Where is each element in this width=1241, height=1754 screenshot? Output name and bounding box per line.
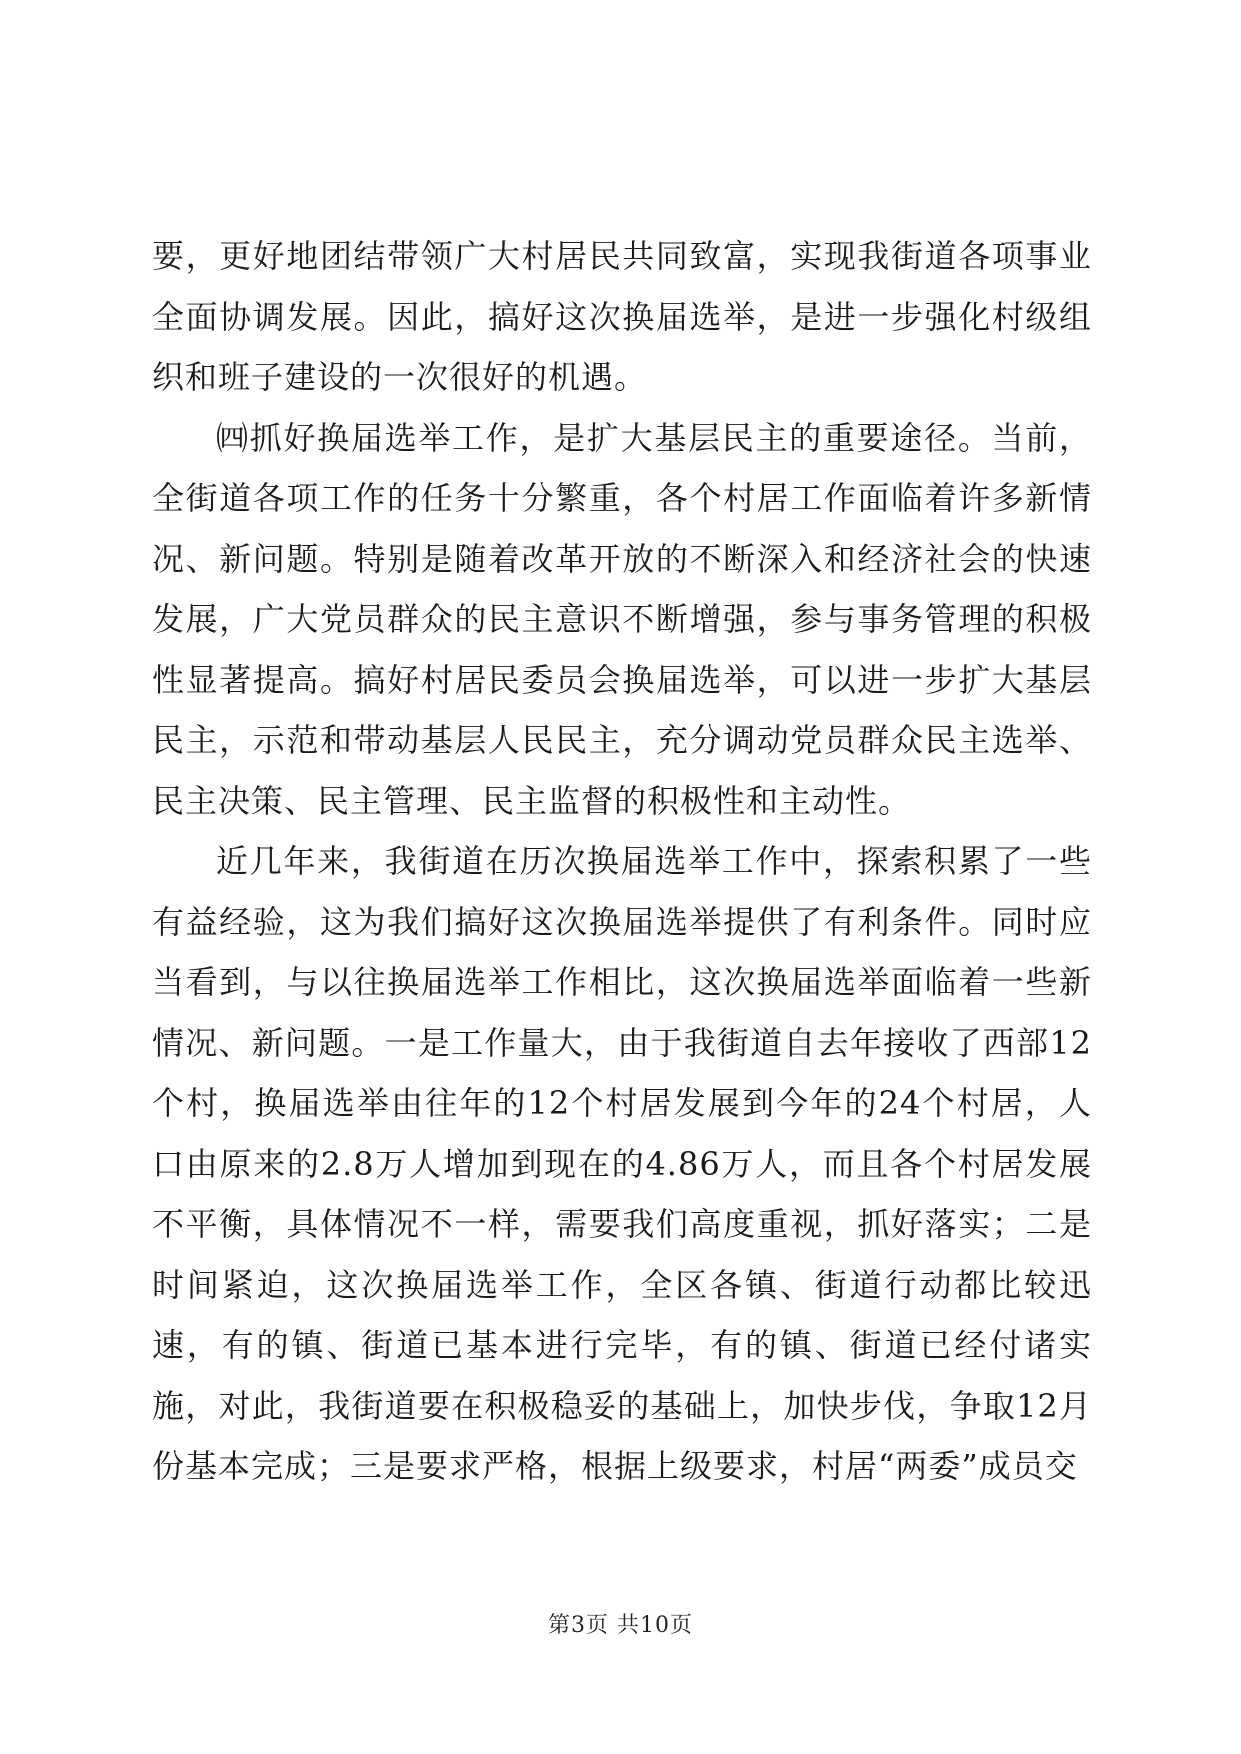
document-body (152, 226, 1092, 1497)
paragraph-3: 近几年来，我街道在历次换届选举工作中，探索积累了一些有益经验，这为我们搞好这次换届选举提供了有利条件。同时应当看到，与以往换届选举工作相比，这次换届选举面临着一些新情况、新问题。一是工作量大，由于我街道自去年接收了西部12个村，换届选举由往年的12个村居发展到今年的24个村居，人口由原来的2.8万人增加到现在的4.86万人，而且各个村居发展不平衡，具体情况不一样，需要我们高度重视，抓好落实；二是时间紧迫，这次换届选举工作，全区各镇、街道行动都比较迅速，有的镇、街道已基本进行完毕，有的镇、街道已经付诸实施，对此，我街道要在积极稳妥的基础上，加快步伐，争取12月份基本完成；三是要求严格，根据上级要求，村居“两委”成员交 (152, 842, 1092, 1485)
paragraph-1: 要，更好地团结带领广大村居民共同致富，实现我街道各项事业全面协调发展。因此，搞好这次换届选举，是进一步强化村级组织和班子建设的一次很好的机遇。 (152, 237, 1092, 396)
page-number-footer: 第3页 共10页 (548, 1613, 693, 1638)
paragraph-2: ㈣抓好换届选举工作，是扩大基层民主的重要途径。当前，全街道各项工作的任务十分繁重，各个村居工作面临着许多新情况、新问题。特别是随着改革开放的不断深入和经济社会的快速发展，广大党员群众的民主意识不断增强，参与事务管理的积极性显著提高。搞好村居民委员会换届选举，可以进一步扩大基层民主，示范和带动基层人民民主，充分调动党员群众民主选举、民主决策、民主管理、民主监督的积极性和主动性。 (152, 418, 1092, 820)
